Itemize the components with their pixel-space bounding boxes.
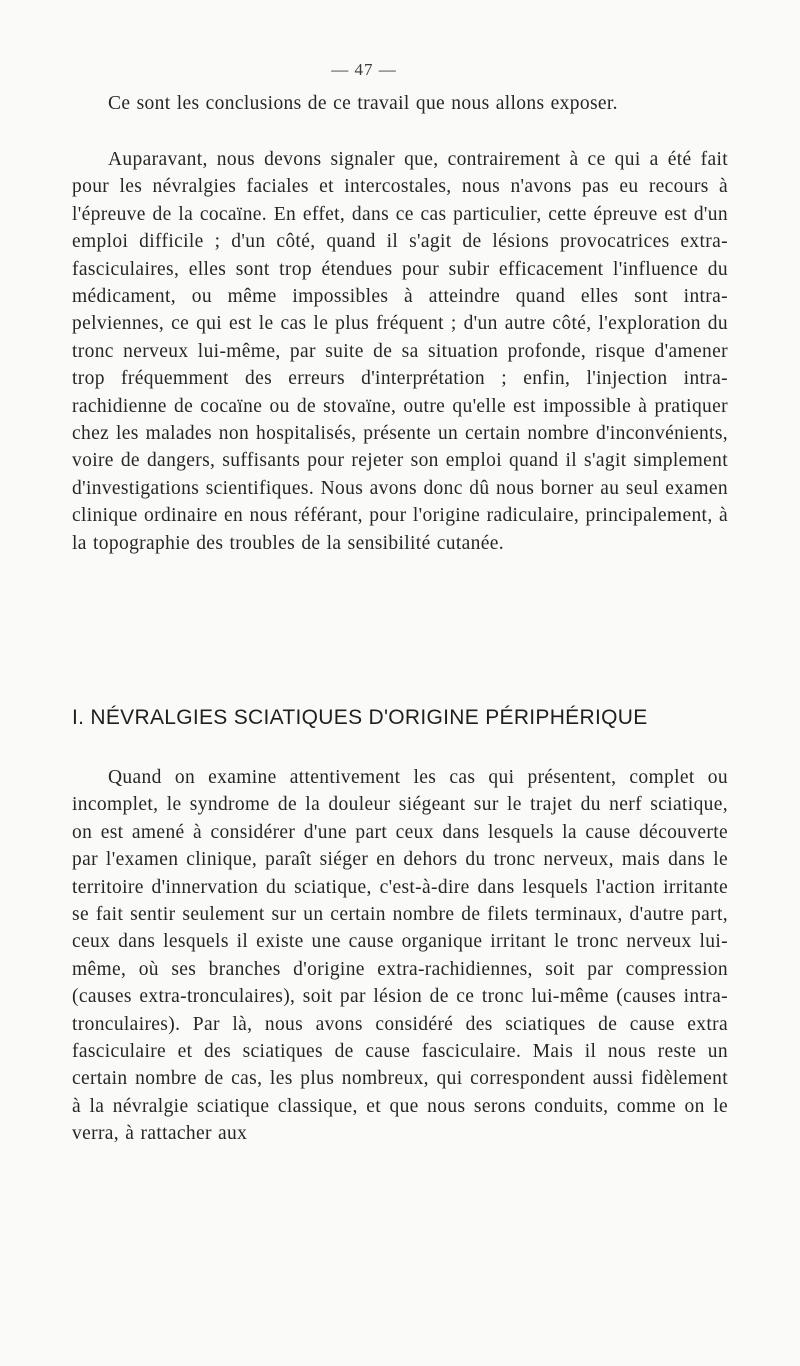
paragraph-cocaine-test bbox=[72, 146, 728, 557]
paragraph-sciatic-causes bbox=[72, 764, 728, 1148]
paragraph-text: Quand on examine attentivement les cas qui présentent, complet ou incomplet, le syndrome de la douleur siégeant sur le trajet du nerf sciatique, on est amené à considérer d'une part ceux dans lesquels la cause découverte par l'examen clinique, paraît siéger en dehors du tronc nerveux, mais dans le territoire d'innervation du sciatique, c'est-à-dire dans lesquels l'action irritante se fait sentir seulement sur un certain nombre de filets terminaux, d'autre part, ceux dans lesquels il existe une cause organique irritant le tronc nerveux lui-même, où ses branches d'origine extra-rachidiennes, soit par compression (causes extra-tronculaires), soit par lésion de ce tronc lui-même (causes intra-tronculaires). Par là, nous avons considéré des sciatiques de cause extra fasciculaire et des sciatiques de cause fasciculaire. Mais il nous reste un certain nombre de cas, les plus nombreux, qui correspondent aussi fidèlement à la névralgie sciatique classique, et que nous serons conduits, comme on le verra, à rattacher aux bbox=[72, 767, 728, 1145]
page-number: — 47 — bbox=[331, 60, 397, 79]
section-heading: I. NÉVRALGIES SCIATIQUES D'ORIGINE PÉRIPHÉRIQUE bbox=[72, 706, 648, 729]
paragraph-text: Auparavant, nous devons signaler que, contrairement à ce qui a été fait pour les névralgies faciales et intercostales, nous n'avons pas eu recours à l'épreuve de la cocaïne. En effet, dans ce cas particulier, cette épreuve est d'un emploi difficile ; d'un côté, quand il s'agit de lésions provocatrices extra-fasciculaires, elles sont trop étendues pour subir efficacement l'influence du médicament, ou même impossibles à atteindre quand elles sont intra-pelviennes, ce qui est le cas le plus fréquent ; d'un autre côté, l'exploration du tronc nerveux lui-même, par suite de sa situation profonde, risque d'amener trop fréquemment des erreurs d'interprétation ; enfin, l'injection intra-rachidienne de cocaïne ou de stovaïne, outre qu'elle est impossible à pratiquer chez les malades non hospitalisés, présente un certain nombre d'inconvénients, voire de dangers, suffisants pour rejeter son emploi quand il s'agit simplement d'investigations scientifiques. Nous avons donc dû nous borner au seul examen clinique ordinaire en nous référant, pour l'origine radiculaire, principalement, à la topographie des troubles de la sensibilité cutanée. bbox=[72, 149, 728, 554]
paragraph-text: Ce sont les conclusions de ce travail que nous allons exposer. bbox=[108, 93, 618, 114]
paragraph-conclusions bbox=[72, 90, 728, 117]
